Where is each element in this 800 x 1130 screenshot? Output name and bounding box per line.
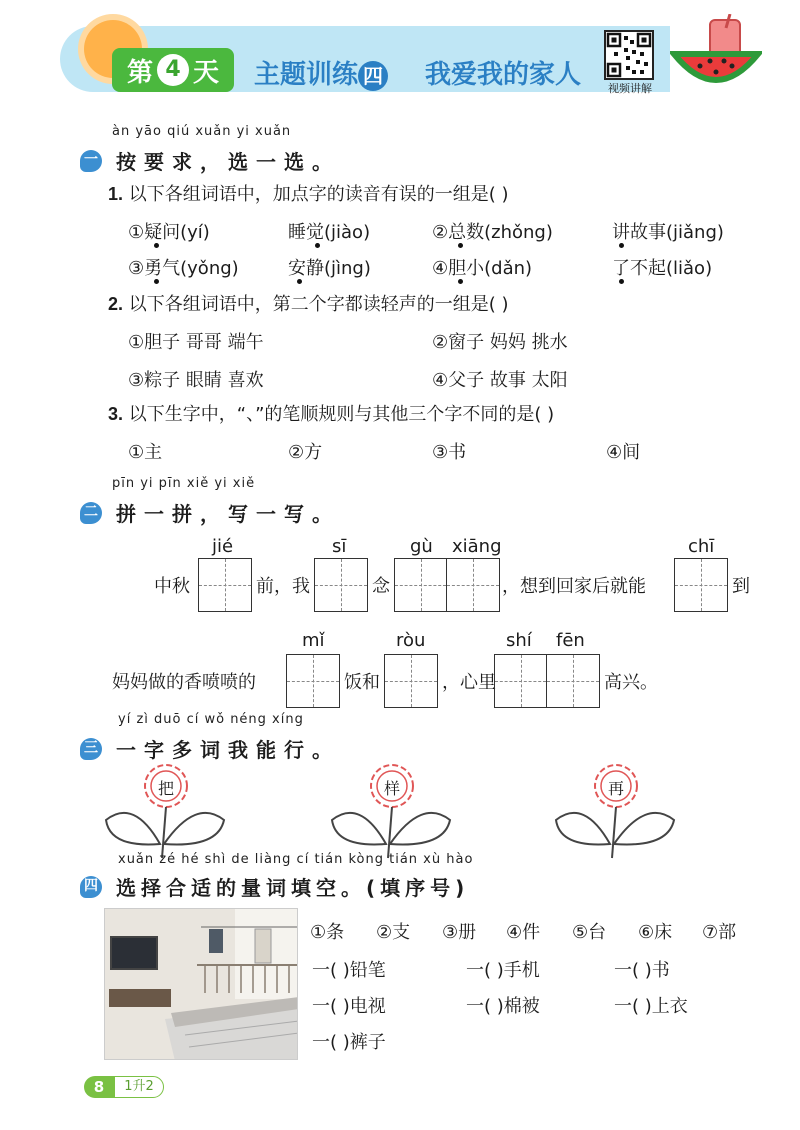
grade-label: 1升2 bbox=[114, 1076, 164, 1098]
writing-box-chi[interactable] bbox=[674, 558, 728, 612]
emphasis-dot bbox=[154, 243, 159, 248]
measure-word-3: ③册 bbox=[442, 922, 477, 943]
blank-quilt[interactable]: 一( )棉被 bbox=[466, 996, 540, 1017]
writing-box-si[interactable] bbox=[314, 558, 368, 612]
question-2-label: 2. bbox=[108, 294, 124, 314]
flower-char-3: 再 bbox=[607, 779, 624, 798]
blank-shirt[interactable]: 一( )上衣 bbox=[614, 996, 688, 1017]
emphasis-dot bbox=[619, 243, 624, 248]
blank-book[interactable]: 一( )书 bbox=[614, 960, 670, 981]
question-1-label: 1. bbox=[108, 184, 124, 204]
emphasis-dot bbox=[458, 279, 463, 284]
q3-option-4[interactable]: ④间 bbox=[606, 442, 641, 463]
section2-pinyin: pīn yi pīn xiě yi xiě bbox=[112, 476, 256, 491]
pinyin-rou: ròu bbox=[396, 630, 426, 651]
section2-number: 二 bbox=[84, 503, 98, 520]
flower-char-2: 样 bbox=[383, 779, 400, 798]
section4-number-badge bbox=[80, 876, 102, 898]
flower-char-1: 把 bbox=[157, 779, 174, 798]
emphasis-dot bbox=[315, 243, 320, 248]
q1-option-3[interactable]: ③勇气(yǒng) bbox=[128, 258, 239, 279]
pinyin-shi: shí bbox=[506, 630, 532, 651]
section1-number-badge bbox=[80, 150, 102, 172]
section1-heading bbox=[80, 146, 340, 175]
section4-title: 选择合适的量词填空。(填序号) bbox=[116, 876, 470, 900]
measure-word-4: ④件 bbox=[506, 922, 541, 943]
day-prefix: 第 bbox=[126, 57, 153, 88]
blank-tv[interactable]: 一( )电视 bbox=[312, 996, 386, 1017]
section3-number: 三 bbox=[84, 739, 98, 756]
emphasis-dot bbox=[458, 243, 463, 248]
page-number: 8 bbox=[84, 1076, 114, 1098]
section1-pinyin: àn yāo qiú xuǎn yi xuǎn bbox=[112, 124, 292, 139]
line1-text-2: 前，我 bbox=[256, 576, 310, 597]
day-number: 4 bbox=[157, 54, 189, 86]
line2-text-1: 妈妈做的香喷喷的 bbox=[112, 672, 256, 693]
pinyin-fen: fēn bbox=[556, 630, 585, 651]
theme-name: 我爱我的家人 bbox=[425, 60, 582, 90]
writing-box-jie[interactable] bbox=[198, 558, 252, 612]
section4-heading bbox=[80, 872, 469, 901]
writing-box-guxiang[interactable] bbox=[394, 558, 500, 612]
question-3 bbox=[108, 400, 554, 426]
question-2 bbox=[108, 290, 509, 316]
measure-word-7: ⑦部 bbox=[702, 922, 737, 943]
theme-title bbox=[254, 54, 388, 91]
section3-heading bbox=[80, 734, 340, 763]
measure-word-6: ⑥床 bbox=[638, 922, 673, 943]
q2-option-2[interactable]: ②窗子 妈妈 挑水 bbox=[432, 332, 568, 353]
line1-text-1: 中秋 bbox=[154, 576, 190, 597]
q1-option-4b: 了不起(liǎo) bbox=[612, 258, 713, 279]
q1-option-1[interactable]: ①疑问(yí) bbox=[128, 222, 210, 243]
q2-option-3[interactable]: ③粽子 眼睛 喜欢 bbox=[128, 370, 264, 391]
q2-option-1[interactable]: ①胆子 哥哥 端午 bbox=[128, 332, 264, 353]
emphasis-dot bbox=[297, 279, 302, 284]
line1-text-4: ，想到回家后就能 bbox=[502, 576, 646, 597]
qr-code-icon[interactable] bbox=[604, 30, 654, 80]
q3-option-1[interactable]: ①主 bbox=[128, 442, 163, 463]
pinyin-si: sī bbox=[332, 536, 347, 557]
pinyin-jie: jié bbox=[212, 536, 234, 557]
section2-number-badge bbox=[80, 502, 102, 524]
writing-box-rou[interactable] bbox=[384, 654, 438, 708]
emphasis-dot bbox=[154, 279, 159, 284]
q2-option-4[interactable]: ④父子 故事 太阳 bbox=[432, 370, 568, 391]
measure-word-2: ②支 bbox=[376, 922, 411, 943]
bedroom-illustration bbox=[104, 908, 298, 1060]
line2-text-3: ，心里 bbox=[442, 672, 496, 693]
emphasis-dot bbox=[619, 279, 624, 284]
pinyin-gu: gù bbox=[410, 536, 433, 557]
question-1-text: 以下各组词语中，加点字的读音有误的一组是( ) bbox=[128, 184, 509, 205]
line1-text-3: 念 bbox=[372, 576, 390, 597]
writing-box-mi[interactable] bbox=[286, 654, 340, 708]
pinyin-xiang: xiāng bbox=[452, 536, 502, 557]
section2-heading bbox=[80, 498, 340, 527]
section1-title: 按要求，选一选。 bbox=[116, 150, 340, 174]
line1-text-5: 到 bbox=[732, 576, 750, 597]
q1-option-2b: 讲故事(jiǎng) bbox=[612, 222, 724, 243]
q1-option-1b: 睡觉(jiào) bbox=[288, 222, 371, 243]
qr-caption: 视频讲解 bbox=[608, 82, 652, 95]
line2-text-4: 高兴。 bbox=[604, 672, 658, 693]
day-badge bbox=[112, 48, 234, 92]
section1-number: 一 bbox=[84, 151, 98, 168]
theme-prefix: 主题训练 bbox=[254, 60, 359, 90]
section3-pinyin: yí zì duō cí wǒ néng xíng bbox=[118, 712, 304, 727]
blank-phone[interactable]: 一( )手机 bbox=[466, 960, 540, 981]
day-suffix: 天 bbox=[193, 57, 220, 88]
blank-pencil[interactable]: 一( )铅笔 bbox=[312, 960, 386, 981]
q3-option-3[interactable]: ③书 bbox=[432, 442, 467, 463]
blank-pants[interactable]: 一( )裤子 bbox=[312, 1032, 386, 1053]
section2-title: 拼一拼，写一写。 bbox=[116, 502, 340, 526]
q1-option-2[interactable]: ②总数(zhǒng) bbox=[432, 222, 553, 243]
line2-text-2: 饭和 bbox=[344, 672, 380, 693]
measure-word-1: ①条 bbox=[310, 922, 345, 943]
theme-number: 四 bbox=[358, 61, 388, 91]
writing-box-shifen[interactable] bbox=[494, 654, 600, 708]
section3-number-badge bbox=[80, 738, 102, 760]
measure-word-5: ⑤台 bbox=[572, 922, 607, 943]
section4-number: 四 bbox=[84, 877, 98, 894]
q1-option-3b: 安静(jìng) bbox=[288, 258, 371, 279]
q1-option-4[interactable]: ④胆小(dǎn) bbox=[432, 258, 533, 279]
question-2-text: 以下各组词语中，第二个字都读轻声的一组是( ) bbox=[128, 294, 509, 315]
watermelon-drink-icon bbox=[670, 14, 762, 94]
question-3-text: 以下生字中，“、”的笔顺规则与其他三个字不同的是( ) bbox=[128, 404, 555, 425]
question-3-label: 3. bbox=[108, 404, 124, 424]
pinyin-chi: chī bbox=[688, 536, 715, 557]
section3-title: 一字多词我能行。 bbox=[116, 738, 340, 762]
section4-pinyin: xuǎn zé hé shì de liàng cí tián kòng tián xù hào bbox=[118, 852, 474, 867]
question-1 bbox=[108, 180, 509, 206]
pinyin-mi: mǐ bbox=[302, 630, 325, 651]
q3-option-2[interactable]: ②方 bbox=[288, 442, 323, 463]
